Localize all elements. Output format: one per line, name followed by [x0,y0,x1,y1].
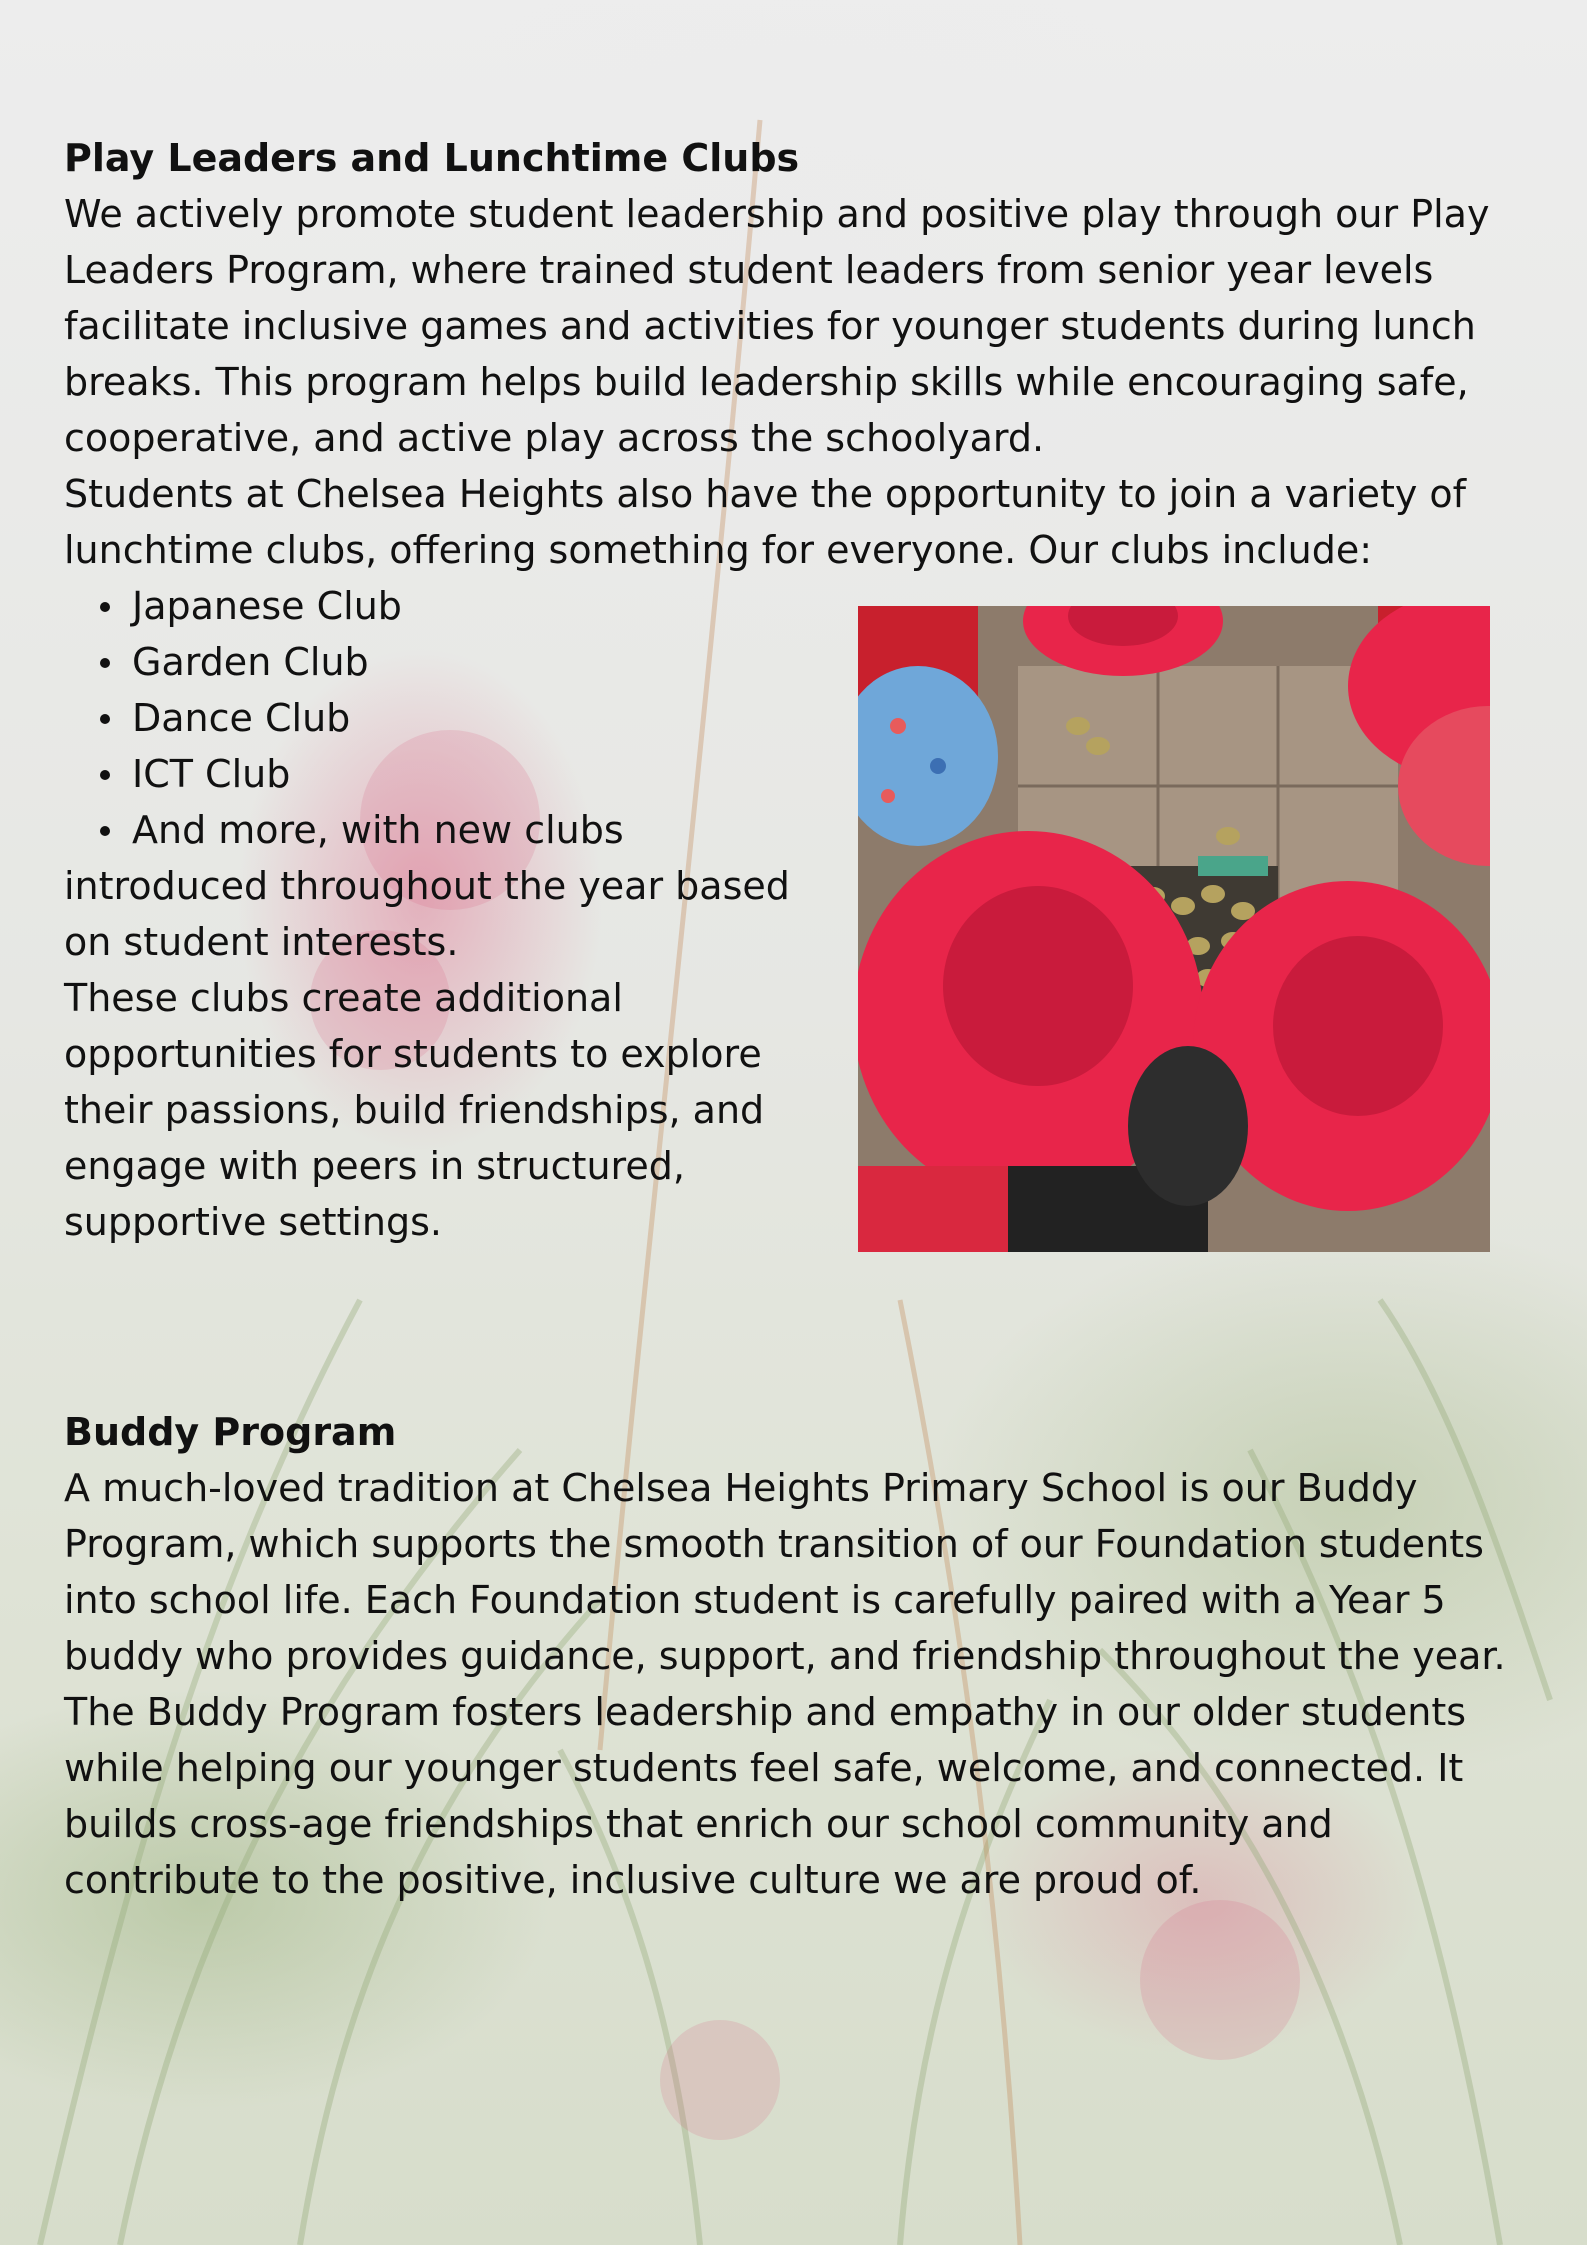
list-item: ICT Club [132,746,844,802]
list-item: Japanese Club [132,578,844,634]
play-leaders-section [64,130,1524,578]
garden-club-photo [858,606,1490,1252]
list-item: And more, with new clubs [132,802,844,858]
buddy-program-heading: Buddy Program [64,1410,397,1454]
play-leaders-heading: Play Leaders and Lunchtime Clubs [64,136,800,180]
clubs-continuation-text: introduced throughout the year based on student interests. [64,864,790,964]
buddy-program-paragraph: A much-loved tradition at Chelsea Heights Primary School is our Buddy Program, which supports the smooth transition of our Foundation students into school life. Each Foundation student is carefully paired with a Year 5 buddy who provides guidance, support, and friendship throughout the year. [64,1466,1506,1678]
play-leaders-paragraph: We actively promote student leadership and positive play through our Play Leaders Program, where trained student leaders from senior year levels facilitate inclusive games and activities for younger students during lunch breaks. This program helps build leadership skills while encouraging safe, cooperative, and active play across the schoolyard. [64,192,1490,460]
buddy-benefits-paragraph: The Buddy Program fosters leadership and empathy in our older students while helping our younger students feel safe, welcome, and connected. It builds cross-age friendships that enrich our school community and contribute to the positive, inclusive culture we are proud of. [64,1690,1467,1902]
buddy-program-section [64,1404,1534,1908]
list-item: Dance Club [132,690,844,746]
students-in-red-hats-image [858,606,1490,1252]
clubs-column [64,578,844,1250]
clubs-benefits-paragraph: These clubs create additional opportunities for students to explore their passions, build friendships, and engage with peers in structured, supportive settings. [64,976,765,1244]
clubs-intro-paragraph: Students at Chelsea Heights also have the opportunity to join a variety of lunchtime clubs, offering something for everyone. Our clubs include: [64,472,1467,572]
clubs-list [64,578,844,858]
list-item: Garden Club [132,634,844,690]
